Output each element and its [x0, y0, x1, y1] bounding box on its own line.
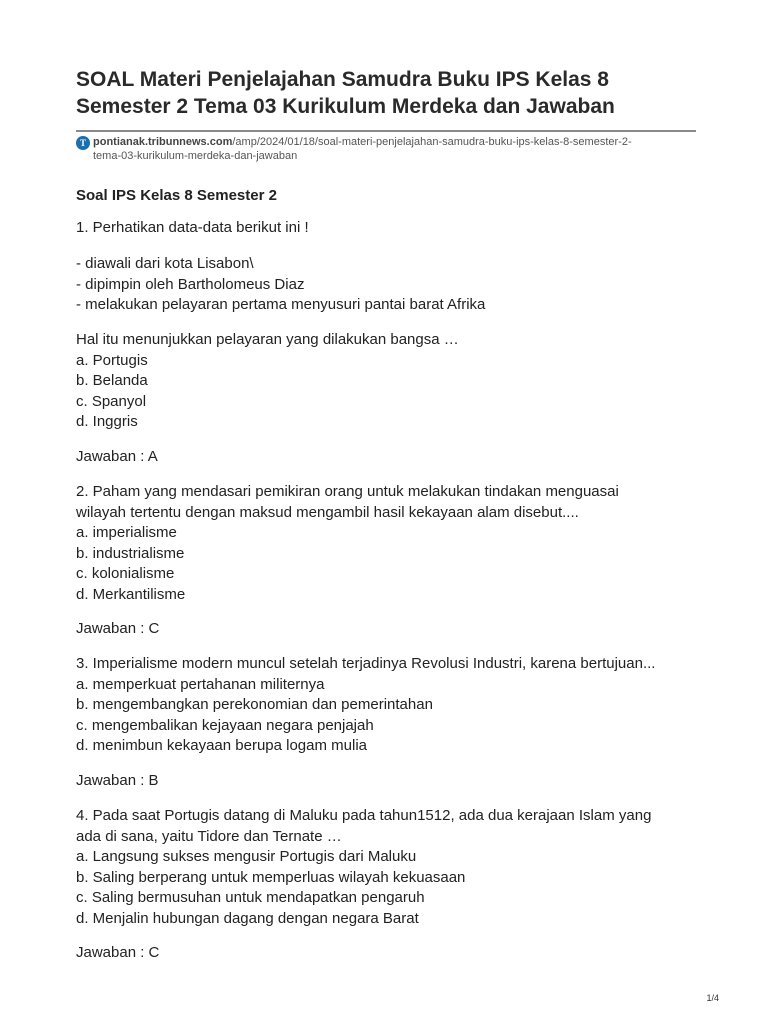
answer-text: Jawaban : C: [76, 620, 160, 637]
option-b: b. Saling berperang untuk memperluas wilayah kekuasaan: [76, 868, 466, 886]
option-c: c. kolonialisme: [76, 565, 175, 582]
article-title: [76, 66, 696, 120]
data-item: - dipimpin oleh Bartholomeus Diaz: [76, 275, 305, 293]
question-text: 3. Imperialisme modern muncul setelah terjadinya Revolusi Industri, karena bertujuan...: [76, 655, 656, 672]
option-a: a. Langsung sukses mengusir Portugis dari Maluku: [76, 848, 417, 865]
document-page: [76, 66, 696, 961]
option-c: c. Saling bermusuhan untuk mendapatkan pengaruh: [76, 889, 425, 906]
section-heading: Soal IPS Kelas 8 Semester 2: [76, 187, 277, 204]
data-item: - melakukan pelayaran pertama menyusuri pantai barat Afrika: [76, 296, 486, 313]
source-path-line-2[interactable]: tema-03-kurikulum-merdeka-dan-jawaban: [93, 150, 298, 162]
question-1-options: [76, 330, 696, 433]
option-a: a. memperkuat pertahanan militernya: [76, 675, 325, 693]
option-a: a. imperialisme: [76, 524, 177, 541]
answer-2: [76, 619, 696, 640]
option-c: c. Spanyol: [76, 392, 147, 410]
option-d: d. Inggris: [76, 413, 138, 430]
option-d: d. Menjalin hubungan dagang dengan negara Barat: [76, 909, 419, 927]
question-text-line-2: wilayah tertentu dengan maksud mengambil hasil kekayaan alam disebut....: [76, 503, 579, 521]
article-title-line-2: Semester 2 Tema 03 Kurikulum Merdeka dan Jawaban: [76, 95, 615, 118]
question-text: 1. Perhatikan data-data berikut ini !: [76, 219, 309, 236]
option-d: d. Merkantilisme: [76, 585, 186, 603]
answer-text: Jawaban : B: [76, 772, 159, 789]
question-1: [76, 218, 696, 239]
page-number: 1/4: [706, 993, 719, 1003]
option-b: b. mengembangkan perekonomian dan pemerintahan: [76, 696, 433, 713]
question-1-data: [76, 254, 696, 316]
answer-1: [76, 447, 696, 468]
question-text-line-1: 4. Pada saat Portugis datang di Maluku pada tahun1512, ada dua kerajaan Islam yang: [76, 807, 652, 824]
question-2: [76, 482, 696, 605]
answer-3: [76, 771, 696, 792]
article-title-line-1: SOAL Materi Penjelajahan Samudra Buku IPS Kelas 8: [76, 68, 609, 91]
option-d: d. menimbun kekayaan berupa logam mulia: [76, 737, 367, 754]
question-text-line-1: 2. Paham yang mendasari pemikiran orang untuk melakukan tindakan menguasai: [76, 483, 619, 500]
question-prompt: Hal itu menunjukkan pelayaran yang dilakukan bangsa …: [76, 331, 459, 348]
question-text-line-2: ada di sana, yaitu Tidore dan Ternate …: [76, 827, 342, 845]
source-domain[interactable]: pontianak.tribunnews.com: [93, 136, 233, 148]
option-c: c. mengembalikan kejayaan negara penjajah: [76, 716, 374, 734]
option-b: b. Belanda: [76, 372, 148, 389]
question-4: [76, 806, 696, 929]
answer-4: [76, 943, 696, 964]
answer-text: Jawaban : A: [76, 448, 158, 465]
answer-text: Jawaban : C: [76, 944, 160, 961]
tribunnews-logo-icon: T: [76, 136, 90, 150]
source-path-line-1[interactable]: /amp/2024/01/18/soal-materi-penjelajahan-samudra-buku-ips-kelas-8-semester-2-: [232, 136, 632, 148]
option-b: b. industrialisme: [76, 544, 185, 562]
title-divider: [76, 130, 696, 132]
option-a: a. Portugis: [76, 351, 148, 369]
data-item: - diawali dari kota Lisabon\: [76, 255, 254, 272]
question-3: [76, 654, 696, 757]
source-url[interactable]: [76, 135, 696, 163]
